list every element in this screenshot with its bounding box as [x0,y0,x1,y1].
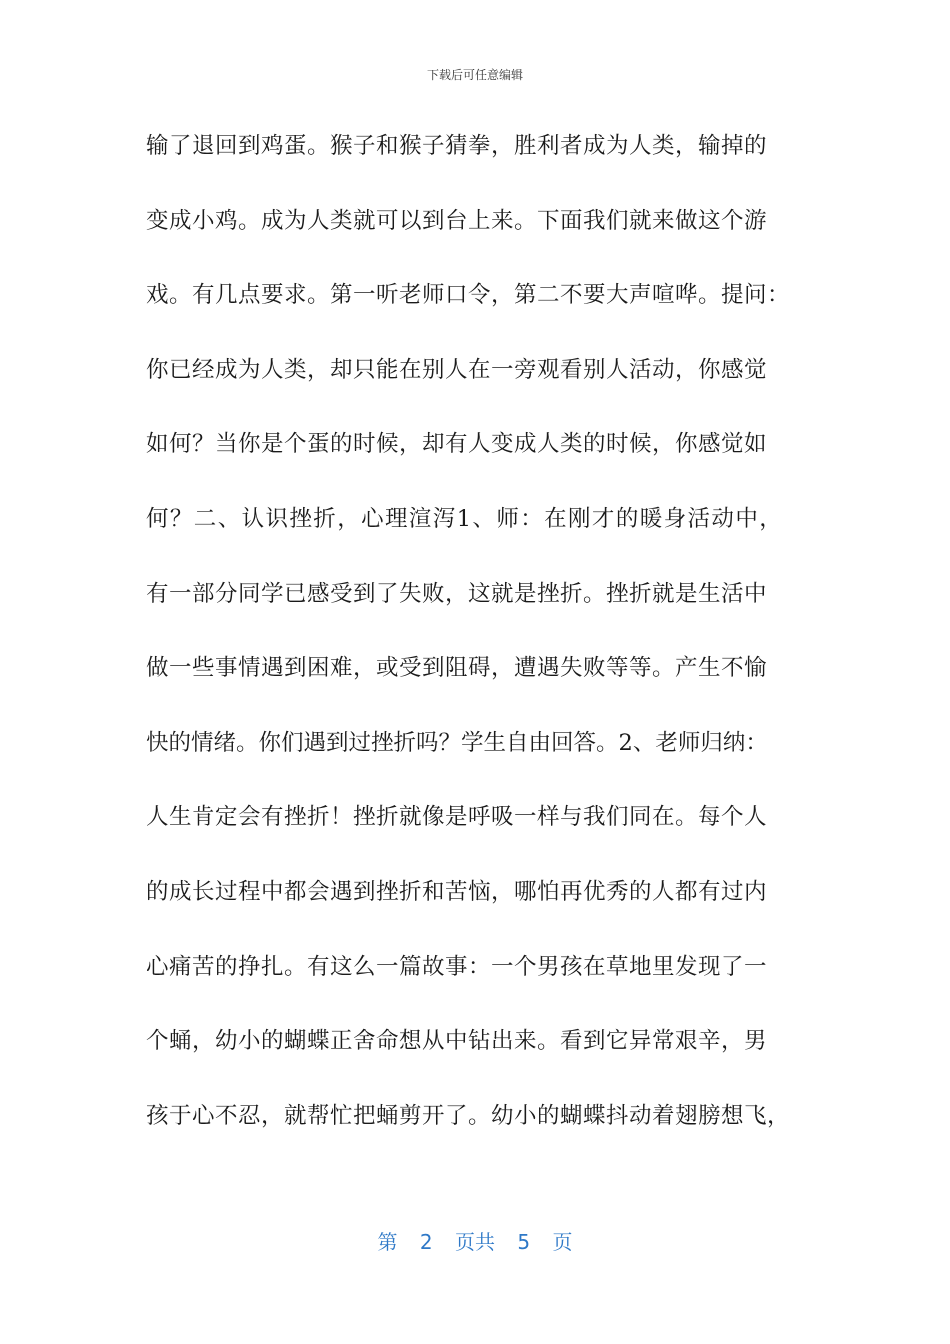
footer-label-ye: 页 [552,1230,573,1254]
text-line: 快的情绪。你们遇到过挫折吗？学生自由回答。2、老师归纳： [146,729,768,756]
page-number-footer [0,1226,950,1255]
text-line: 有一部分同学已感受到了失败，这就是挫折。挫折就是生活中 [146,580,768,607]
text-line: 个蛹，幼小的蝴蝶正舍命想从中钻出来。看到它异常艰辛，男 [146,1028,768,1055]
total-pages-number: 5 [517,1230,531,1254]
text-line: 输了退回到鸡蛋。猴子和猴子猜拳，胜利者成为人类，输掉的 [146,133,768,159]
text-line: 你已经成为人类，却只能在别人在一旁观看别人活动，你感觉 [146,356,768,383]
page-header-note: 下载后可任意编辑 [426,68,523,82]
text-line: 的成长过程中都会遇到挫折和苦恼，哪怕再优秀的人都有过内 [146,878,768,905]
text-line: 人生肯定会有挫折！挫折就像是呼吸一样与我们同在。每个人 [146,804,768,831]
current-page-number: 2 [419,1230,433,1254]
text-line: 戏。有几点要求。第一听老师口令，第二不要大声喧哗。提问： [146,282,791,309]
text-line: 如何？当你是个蛋的时候，却有人变成人类的时候，你感觉如 [146,431,768,458]
text-line: 何？二、认识挫折，心理渲泻1、师：在刚才的暖身活动中， [146,505,784,532]
document-body [146,118,806,1162]
text-line: 孩于心不忍，就帮忙把蛹剪开了。幼小的蝴蝶抖动着翅膀想飞， [146,1102,791,1129]
text-line: 心痛苦的挣扎。有这么一篇故事：一个男孩在草地里发现了一 [146,953,768,980]
text-line: 做一些事情遇到困难，或受到阻碍，遭遇失败等等。产生不愉 [146,655,768,682]
footer-label-di: 第 [377,1230,398,1254]
footer-label-ye-gong: 页共 [455,1230,495,1254]
text-line: 变成小鸡。成为人类就可以到台上来。下面我们就来做这个游 [146,207,768,234]
